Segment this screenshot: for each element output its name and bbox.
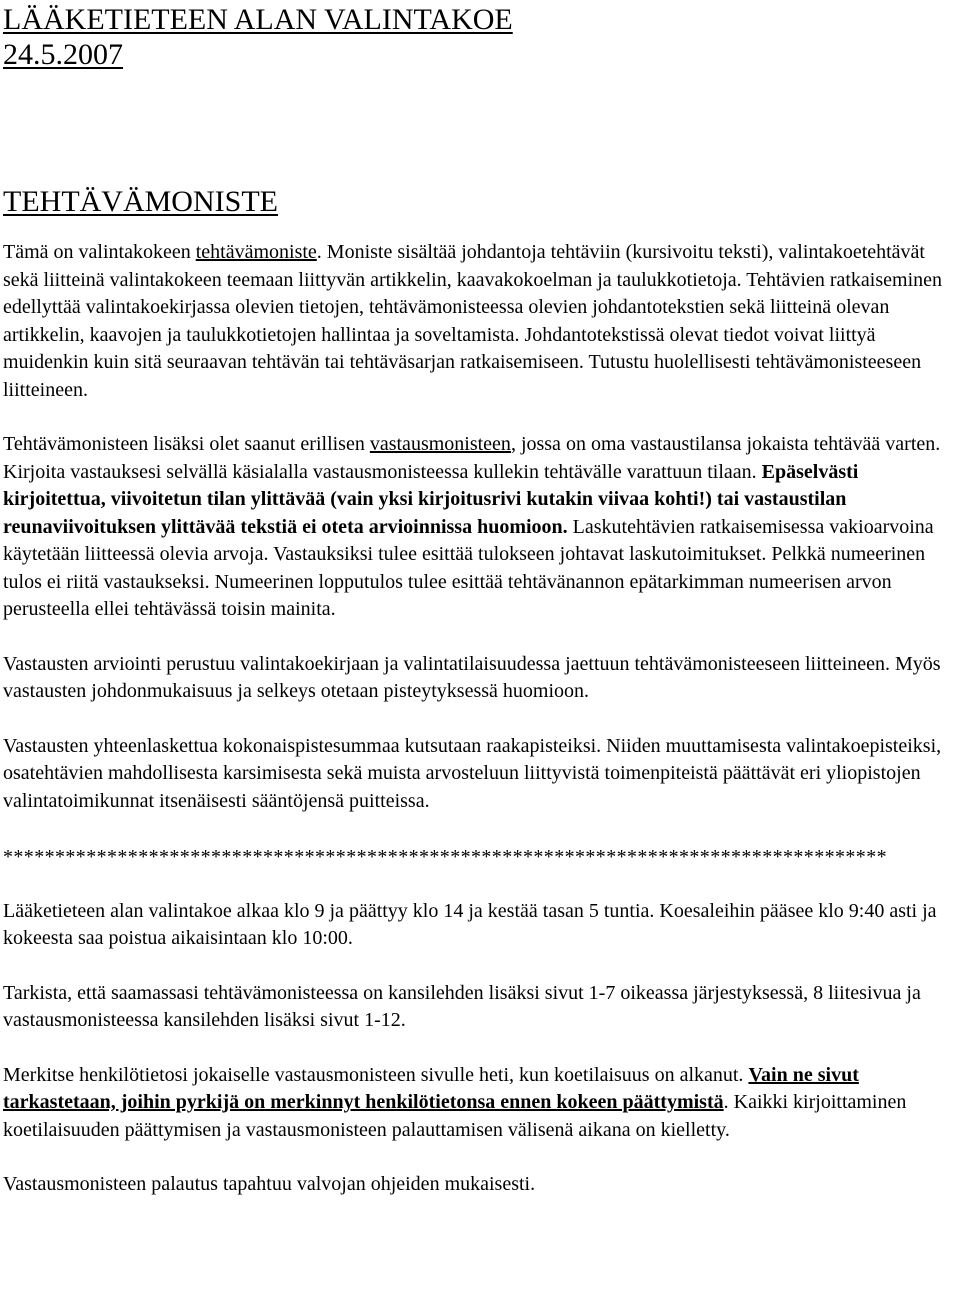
intro-text-1: Tämä on valintakokeen: [3, 241, 196, 263]
answers-bold-warning: Epäselvästi kirjoitettua, viivoitetun tilan ylittävää (vain yksi kirjoitusrivi kutakin viivaa kohti!) tai vastaustilan reunaviivoituksen ylittävää tekstiä ei oteta arvioinnissa huomioon.: [3, 460, 859, 538]
check-pages-paragraph: Tarkista, että saamassasi tehtävämonisteessa on kansilehden lisäksi sivut 1-7 oikeassa järjestyksessä, 8 liitesivua ja vastausmonisteessa kansilehden lisäksi sivut 1-12.: [3, 981, 921, 1031]
timing-paragraph: Lääketieteen alan valintakoe alkaa klo 9 ja päättyy klo 14 ja kestää tasan 5 tuntia. Koesaleihin pääsee klo 9:40 asti ja kokeesta saa poistua aikaisintaan klo 10:00.: [3, 899, 937, 949]
document-page: [3, 0, 958, 1199]
intro-paragraph: [3, 239, 958, 404]
evaluation-paragraph: Vastausten arviointi perustuu valintakoekirjaan ja valintatilaisuudessa jaettuun tehtävämonisteeseen liitteineen. Myös vastausten johdonmukaisuus ja selkeys otetaan pisteytyksessä huomioon.: [3, 652, 941, 702]
personal-text-2: . Kaikki kirjoittaminen koetilaisuuden päättymisen ja vastausmonisteen palauttamisen välisenä aikana on kielletty.: [3, 1091, 907, 1141]
answers-text-1: Tehtävämonisteen lisäksi olet saanut erillisen: [3, 433, 370, 455]
intro-underlined-term: tehtävämoniste: [195, 241, 317, 263]
title-date: 24.5.2007: [3, 38, 123, 71]
answers-text-2: , jossa on oma vastaustilansa jokaista tehtävää varten. Kirjoita vastauksesi selvällä käsialalla vastausmonisteessa kullekin tehtävälle varattuun tilaan.: [3, 433, 941, 483]
section-heading: TEHTÄVÄMONISTE: [3, 185, 278, 218]
answers-underlined-term: vastausmonisteen: [369, 433, 511, 455]
title-exam-name: LÄÄKETIETEEN ALAN VALINTAKOE: [3, 3, 513, 36]
personal-info-paragraph: [3, 1062, 958, 1145]
document-title: [3, 2, 958, 72]
scoring-paragraph: Vastausten yhteenlaskettua kokonaispistesummaa kutsutaan raakapisteiksi. Niiden muuttamisesta valintakoepisteiksi, osatehtävien mahdollisesta karsimisesta sekä muista arvosteluun liittyvistä toimenpiteistä päättävät eri yliopistojen valintatoimikunnat itsenäisesti sääntöjensä puitteissa.: [3, 734, 942, 812]
separator-line: *************************************************************************************: [3, 846, 887, 868]
return-paragraph: Vastausmonisteen palautus tapahtuu valvojan ohjeiden mukaisesti.: [3, 1173, 536, 1195]
personal-text-1: Merkitse henkilötietosi jokaiselle vastausmonisteen sivulle heti, kun koetilaisuus on alkanut.: [3, 1063, 749, 1086]
personal-bold-underlined-notice: Vain ne sivut tarkastetaan, joihin pyrkijä on merkinnyt henkilötietonsa ennen kokeen päättymistä: [3, 1063, 859, 1113]
answers-paragraph: [3, 431, 958, 624]
answers-text-3: Laskutehtävien ratkaisemisessa vakioarvoina käytetään liitteessä olevia arvoja. Vastauksiksi tulee esittää tulokseen johtavat laskutoimitukset. Pelkkä numeerinen tulos ei riitä vastaukseksi. Numeerinen lopputulos tulee esittää tehtävänannon epätarkimman numeerisen arvon perusteella ellei tehtävässä toisin mainita.: [3, 515, 934, 620]
intro-text-2: . Moniste sisältää johdantoja tehtäviin (kursivoitu teksti), valintakoetehtävät sekä liitteinä valintakokeen teemaan liittyvän artikkelin, kaavakokoelman ja taulukkotietoja. Tehtävien ratkaiseminen edellyttää valintakoekirjassa olevien tietojen, tehtävämonisteessa olevien johdantotekstien sekä liitteinä olevan artikkelin, kaavojen ja taulukkotietojen hallintaa ja soveltamista. Johdantotekstissä olevat tiedot voivat liittyä muidenkin kuin sitä seuraavan tehtävän tai tehtäväsarjan ratkaisemiseen. Tutustu huolellisesti tehtävämonisteeseen liitteineen.: [3, 241, 943, 401]
